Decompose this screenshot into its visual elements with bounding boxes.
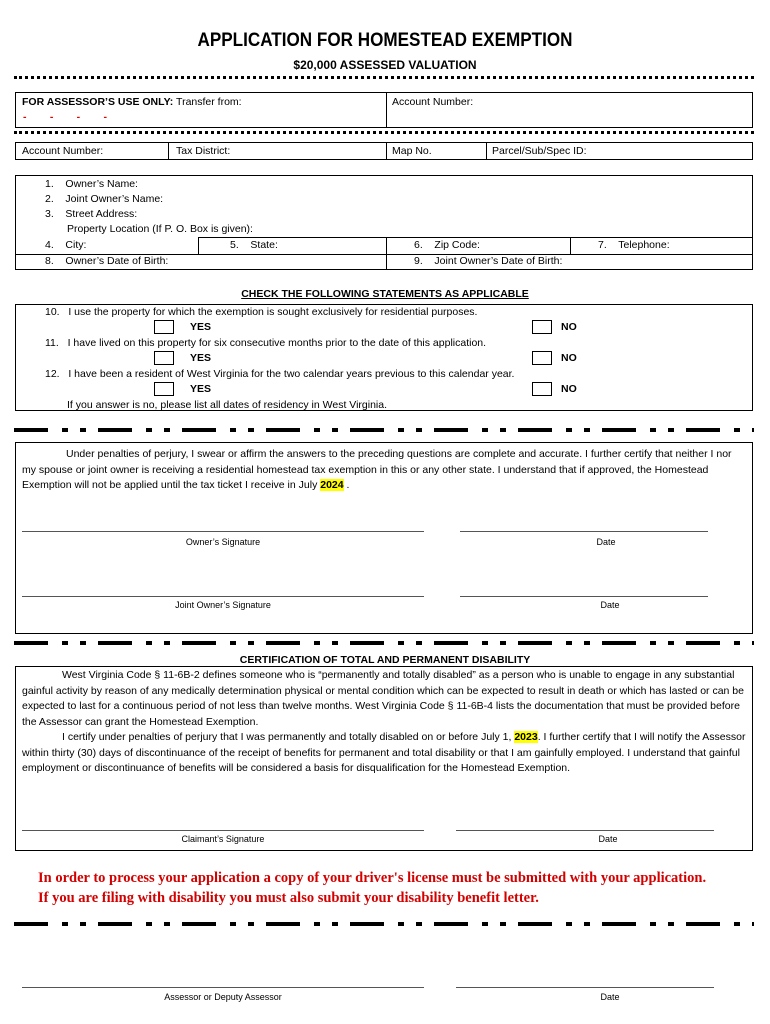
assessor-account-number-label: Account Number:: [392, 96, 474, 108]
transfer-from-label: Transfer from:: [176, 96, 242, 108]
dash-divider: [14, 428, 754, 432]
joint-owner-dob-field[interactable]: 9. Joint Owner’s Date of Birth:: [414, 255, 563, 267]
account-number-field[interactable]: Account Number:: [22, 145, 104, 157]
parcel-id-field[interactable]: Parcel/Sub/Spec ID:: [492, 145, 587, 157]
property-location-field[interactable]: Property Location (If P. O. Box is given):: [67, 223, 253, 235]
state-field[interactable]: 5. State:: [230, 239, 278, 251]
statement-11: 11. I have lived on this property for six consecutive months prior to the date of this application.: [45, 337, 487, 349]
no-label: NO: [561, 352, 577, 364]
disability-definition: West Virginia Code § 11-6B-2 defines someone who is “permanently and totally disabled” as a person who is unable to engage in any substantial gainful activity by reason of any medically determination physical or mental condition which can be expected to result in death or which has lasted or can be expected to last for a continuous period of not less than twelve months. West Virginia Code § 11-6B-4 lists the documentation that must be provided before the Assessor can grant the Homestead Exemption.: [22, 669, 744, 728]
statement-10-yes-checkbox[interactable]: [154, 320, 174, 334]
statements-heading: CHECK THE FOLLOWING STATEMENTS AS APPLICABLE: [241, 288, 529, 300]
dash-divider: [14, 922, 754, 926]
affirmation-text: Under penalties of perjury, I swear or affirm the answers to the preceding questions are complete and accurate. I further certify that neither I nor my spouse or joint owner is receiving a residential homestead tax exemption in this or any other state. I understand that if approved, the Homestead Exemption will not be applied until the tax ticket I receive in July 2024 .: [22, 448, 732, 491]
divider: [570, 237, 571, 254]
owner-signature-label: Owner’s Signature: [185, 537, 261, 547]
statement-12: 12. I have been a resident of West Virginia for the two calendar years previous to this calendar year.: [45, 368, 515, 380]
dotted-divider: [14, 131, 754, 134]
form-subtitle: $20,000 ASSESSED VALUATION: [293, 58, 477, 72]
statement-11-yes-checkbox[interactable]: [154, 351, 174, 365]
license-notice: In order to process your application a copy of your driver's license must be submitted with your application.: [38, 870, 707, 886]
joint-date-line[interactable]: [460, 596, 708, 597]
account-info-row: [15, 142, 753, 160]
no-label: NO: [561, 321, 577, 333]
divider: [168, 142, 169, 160]
disability-letter-notice: If you are filing with disability you must also submit your disability benefit letter.: [38, 890, 539, 906]
claimant-date-line[interactable]: [456, 830, 714, 831]
red-dashes: - - - -: [23, 111, 107, 123]
owner-signature-line[interactable]: [22, 531, 424, 532]
owner-date-line[interactable]: [460, 531, 708, 532]
assessor-date-line[interactable]: [456, 987, 714, 988]
statement-12-no-checkbox[interactable]: [532, 382, 552, 396]
dash-divider: [14, 641, 754, 645]
owner-name-field[interactable]: 1. Owner’s Name:: [45, 178, 138, 190]
yes-label: YES: [190, 352, 212, 364]
assessor-signature-label: Assessor or Deputy Assessor: [164, 992, 282, 1002]
street-address-field[interactable]: 3. Street Address:: [45, 208, 138, 220]
joint-signature-line[interactable]: [22, 596, 424, 597]
yes-label: YES: [190, 383, 212, 395]
map-no-field[interactable]: Map No.: [392, 145, 432, 157]
city-field[interactable]: 4. City:: [45, 239, 87, 251]
owner-dob-field[interactable]: 8. Owner’s Date of Birth:: [45, 255, 169, 267]
statement-10-no-checkbox[interactable]: [532, 320, 552, 334]
date-label: Date: [596, 537, 616, 547]
affirmation-year: 2024: [320, 479, 344, 491]
telephone-field[interactable]: 7. Telephone:: [598, 239, 670, 251]
yes-label: YES: [190, 321, 212, 333]
divider: [198, 237, 386, 238]
no-label: NO: [561, 383, 577, 395]
assessor-signature-line[interactable]: [22, 987, 424, 988]
divider: [486, 142, 487, 160]
disability-heading: CERTIFICATION OF TOTAL AND PERMANENT DISABILITY: [239, 654, 531, 666]
date-label: Date: [598, 834, 618, 844]
statements-box: [15, 304, 753, 411]
statement-10: 10. I use the property for which the exemption is sought exclusively for residential purposes.: [45, 306, 478, 318]
divider: [386, 142, 387, 160]
date-label: Date: [600, 600, 620, 610]
tax-district-field[interactable]: Tax District:: [176, 145, 231, 157]
assessor-use-label: FOR ASSESSOR’S USE ONLY: Transfer from:: [22, 96, 242, 108]
dotted-divider: [14, 76, 754, 79]
joint-owner-name-field[interactable]: 2. Joint Owner’s Name:: [45, 193, 164, 205]
disability-certification: I certify under penalties of perjury that I was permanently and totally disabled on or before July 1, 2023. I further certify that I will notify the Assessor within thirty (30) days of discontinuance of the receipt of benefits for permanent and total disability or that I am gainfully employed. I understand that gainful employment or discontinuance of benefits will be considered a basis for disqualification for the Homestead Exemption.: [22, 731, 746, 774]
form-title: APPLICATION FOR HOMESTEAD EXEMPTION: [197, 30, 573, 51]
divider: [386, 237, 753, 238]
divider: [198, 237, 199, 254]
statement-11-no-checkbox[interactable]: [532, 351, 552, 365]
residency-note: If you answer is no, please list all dates of residency in West Virginia.: [67, 399, 388, 411]
joint-signature-label: Joint Owner’s Signature: [175, 600, 271, 610]
statement-12-yes-checkbox[interactable]: [154, 382, 174, 396]
divider: [386, 92, 387, 128]
claimant-signature-line[interactable]: [22, 830, 424, 831]
disability-year: 2023: [514, 731, 538, 743]
zip-code-field[interactable]: 6. Zip Code:: [414, 239, 480, 251]
claimant-signature-label: Claimant’s Signature: [181, 834, 265, 844]
date-label: Date: [600, 992, 620, 1002]
